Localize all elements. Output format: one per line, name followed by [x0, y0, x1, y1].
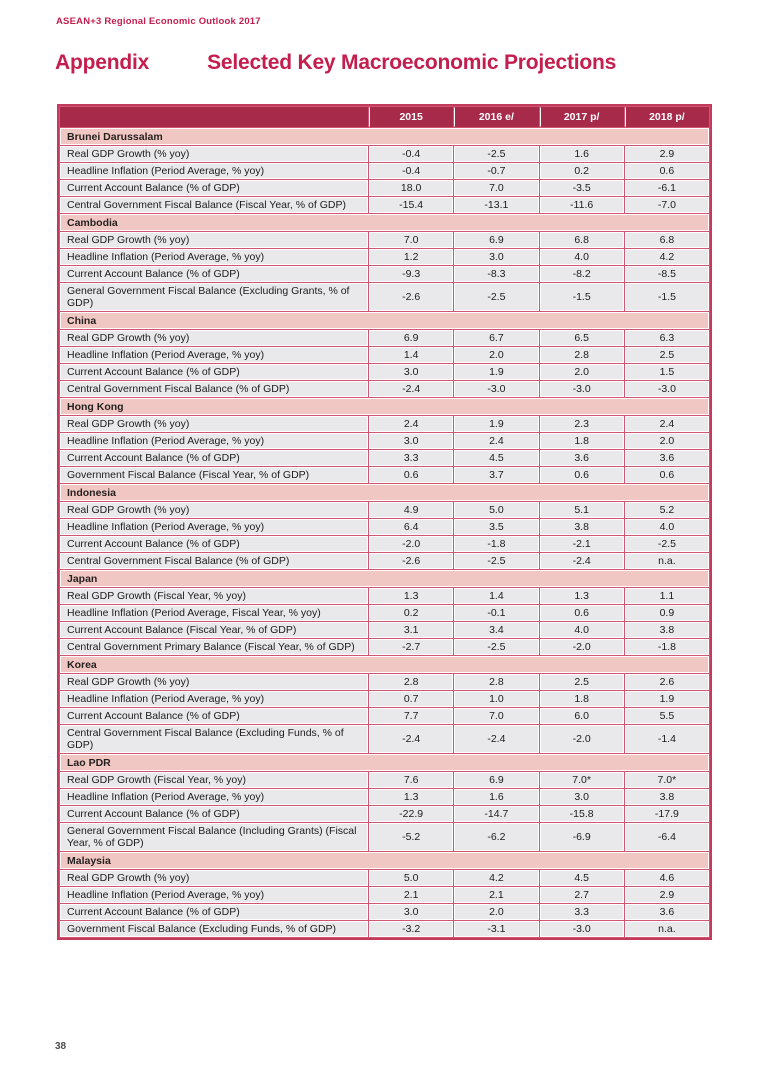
indicator-row	[60, 197, 709, 213]
value-cell: -2.6	[369, 553, 453, 569]
value-cell: 4.5	[454, 450, 538, 466]
indicator-row	[60, 639, 709, 655]
value-cell: 6.9	[454, 232, 538, 248]
indicator-label: Real GDP Growth (Fiscal Year, % yoy)	[60, 588, 368, 604]
indicator-row	[60, 887, 709, 903]
indicator-label: Current Account Balance (% of GDP)	[60, 904, 368, 920]
value-cell: -3.0	[540, 381, 624, 397]
value-cell: 3.6	[540, 450, 624, 466]
indicator-row	[60, 870, 709, 886]
value-cell: 3.0	[369, 364, 453, 380]
indicator-row	[60, 416, 709, 432]
country-row	[60, 398, 709, 415]
value-cell: -1.5	[540, 283, 624, 311]
table-body	[60, 128, 709, 937]
country-name: Hong Kong	[60, 398, 709, 415]
value-cell: 0.2	[540, 163, 624, 179]
value-cell: 1.8	[540, 691, 624, 707]
value-cell: 6.9	[454, 772, 538, 788]
value-cell: 1.2	[369, 249, 453, 265]
value-cell: -2.0	[369, 536, 453, 552]
value-cell: -6.2	[454, 823, 538, 851]
indicator-row	[60, 708, 709, 724]
indicator-row	[60, 674, 709, 690]
value-cell: 2.9	[625, 146, 709, 162]
value-cell: -1.4	[625, 725, 709, 753]
value-cell: 7.0	[454, 708, 538, 724]
indicator-label: Headline Inflation (Period Average, % yoy)	[60, 163, 368, 179]
indicator-row	[60, 347, 709, 363]
value-cell: 0.6	[625, 467, 709, 483]
indicator-label: Current Account Balance (% of GDP)	[60, 806, 368, 822]
indicator-label: Current Account Balance (Fiscal Year, % of GDP)	[60, 622, 368, 638]
indicator-row	[60, 364, 709, 380]
value-cell: 6.8	[625, 232, 709, 248]
indicator-row	[60, 772, 709, 788]
value-cell: 4.0	[540, 622, 624, 638]
value-cell: -2.5	[625, 536, 709, 552]
value-cell: 2.0	[625, 433, 709, 449]
value-cell: -8.2	[540, 266, 624, 282]
value-cell: 1.4	[454, 588, 538, 604]
value-cell: -6.1	[625, 180, 709, 196]
value-cell: -2.4	[369, 381, 453, 397]
value-cell: -3.0	[625, 381, 709, 397]
value-cell: -3.5	[540, 180, 624, 196]
value-cell: -0.4	[369, 146, 453, 162]
value-cell: 2.0	[540, 364, 624, 380]
year-column-header: 2015	[369, 107, 453, 127]
value-cell: 0.9	[625, 605, 709, 621]
value-cell: -22.9	[369, 806, 453, 822]
indicator-label: Central Government Fiscal Balance (Excluding Funds, % of GDP)	[60, 725, 368, 753]
value-cell: 6.8	[540, 232, 624, 248]
value-cell: 2.3	[540, 416, 624, 432]
value-cell: 7.0	[369, 232, 453, 248]
value-cell: 5.0	[454, 502, 538, 518]
value-cell: 4.0	[540, 249, 624, 265]
country-name: Indonesia	[60, 484, 709, 501]
table-header	[60, 107, 709, 127]
value-cell: 5.5	[625, 708, 709, 724]
indicator-row	[60, 921, 709, 937]
value-cell: 2.4	[454, 433, 538, 449]
value-cell: 18.0	[369, 180, 453, 196]
indicator-row	[60, 232, 709, 248]
indicator-label: Central Government Fiscal Balance (% of GDP)	[60, 381, 368, 397]
indicator-label: Headline Inflation (Period Average, % yoy)	[60, 691, 368, 707]
indicator-row	[60, 904, 709, 920]
country-name: Japan	[60, 570, 709, 587]
value-cell: 4.2	[625, 249, 709, 265]
value-cell: 2.8	[454, 674, 538, 690]
value-cell: 6.9	[369, 330, 453, 346]
value-cell: -2.4	[369, 725, 453, 753]
indicator-row	[60, 381, 709, 397]
value-cell: 2.5	[540, 674, 624, 690]
indicator-label: Current Account Balance (% of GDP)	[60, 364, 368, 380]
indicator-row	[60, 283, 709, 311]
value-cell: 2.0	[454, 347, 538, 363]
indicator-row	[60, 691, 709, 707]
value-cell: 2.8	[369, 674, 453, 690]
value-cell: -7.0	[625, 197, 709, 213]
value-cell: 3.3	[369, 450, 453, 466]
value-cell: n.a.	[625, 553, 709, 569]
indicator-label: Current Account Balance (% of GDP)	[60, 708, 368, 724]
value-cell: -2.7	[369, 639, 453, 655]
value-cell: 1.9	[454, 364, 538, 380]
value-cell: 1.1	[625, 588, 709, 604]
value-cell: -3.0	[540, 921, 624, 937]
indicator-label: Real GDP Growth (% yoy)	[60, 416, 368, 432]
year-column-header: 2017 p/	[540, 107, 624, 127]
indicator-row	[60, 180, 709, 196]
indicator-label: Real GDP Growth (% yoy)	[60, 502, 368, 518]
value-cell: 6.4	[369, 519, 453, 535]
year-column-header: 2018 p/	[625, 107, 709, 127]
indicator-label: Current Account Balance (% of GDP)	[60, 180, 368, 196]
value-cell: 2.5	[625, 347, 709, 363]
value-cell: 2.6	[625, 674, 709, 690]
value-cell: 2.1	[369, 887, 453, 903]
value-cell: 3.8	[625, 789, 709, 805]
value-cell: -2.5	[454, 553, 538, 569]
projections-table	[57, 104, 712, 940]
indicator-label: Headline Inflation (Period Average, % yoy)	[60, 347, 368, 363]
value-cell: -8.5	[625, 266, 709, 282]
indicator-label: Headline Inflation (Period Average, Fiscal Year, % yoy)	[60, 605, 368, 621]
value-cell: 1.4	[369, 347, 453, 363]
value-cell: 1.8	[540, 433, 624, 449]
indicator-label: Central Government Fiscal Balance (% of GDP)	[60, 553, 368, 569]
value-cell: 2.1	[454, 887, 538, 903]
value-cell: -0.1	[454, 605, 538, 621]
country-name: Lao PDR	[60, 754, 709, 771]
value-cell: -2.0	[540, 639, 624, 655]
value-cell: 1.3	[369, 789, 453, 805]
value-cell: 7.0	[454, 180, 538, 196]
running-header: ASEAN+3 Regional Economic Outlook 2017	[56, 16, 261, 27]
value-cell: 4.2	[454, 870, 538, 886]
value-cell: -5.2	[369, 823, 453, 851]
value-cell: 6.3	[625, 330, 709, 346]
value-cell: 3.7	[454, 467, 538, 483]
country-row	[60, 214, 709, 231]
country-row	[60, 128, 709, 145]
value-cell: 6.5	[540, 330, 624, 346]
indicator-row	[60, 806, 709, 822]
value-cell: -2.5	[454, 639, 538, 655]
value-cell: 7.0*	[540, 772, 624, 788]
value-cell: -6.4	[625, 823, 709, 851]
country-row	[60, 570, 709, 587]
indicator-row	[60, 605, 709, 621]
value-cell: -2.1	[540, 536, 624, 552]
value-cell: 2.8	[540, 347, 624, 363]
value-cell: 0.7	[369, 691, 453, 707]
value-cell: 1.6	[540, 146, 624, 162]
value-cell: -3.0	[454, 381, 538, 397]
indicator-label: Real GDP Growth (Fiscal Year, % yoy)	[60, 772, 368, 788]
page-title	[55, 51, 616, 75]
indicator-label: Central Government Fiscal Balance (Fiscal Year, % of GDP)	[60, 197, 368, 213]
value-cell: 5.0	[369, 870, 453, 886]
value-cell: 1.9	[454, 416, 538, 432]
page-number: 38	[55, 1041, 67, 1052]
header-label-spacer	[60, 107, 368, 127]
value-cell: -2.0	[540, 725, 624, 753]
value-cell: 2.4	[625, 416, 709, 432]
indicator-row	[60, 622, 709, 638]
value-cell: 3.0	[454, 249, 538, 265]
value-cell: 4.9	[369, 502, 453, 518]
value-cell: -15.8	[540, 806, 624, 822]
value-cell: 6.7	[454, 330, 538, 346]
indicator-label: Current Account Balance (% of GDP)	[60, 536, 368, 552]
country-name: Cambodia	[60, 214, 709, 231]
indicator-label: Current Account Balance (% of GDP)	[60, 266, 368, 282]
indicator-row	[60, 249, 709, 265]
country-row	[60, 852, 709, 869]
indicator-label: Headline Inflation (Period Average, % yoy)	[60, 887, 368, 903]
indicator-row	[60, 433, 709, 449]
indicator-row	[60, 588, 709, 604]
value-cell: 5.1	[540, 502, 624, 518]
country-row	[60, 484, 709, 501]
value-cell: 0.2	[369, 605, 453, 621]
value-cell: 2.9	[625, 887, 709, 903]
value-cell: -0.7	[454, 163, 538, 179]
value-cell: 1.3	[369, 588, 453, 604]
value-cell: n.a.	[625, 921, 709, 937]
country-name: Malaysia	[60, 852, 709, 869]
indicator-label: Real GDP Growth (% yoy)	[60, 146, 368, 162]
indicator-label: Current Account Balance (% of GDP)	[60, 450, 368, 466]
value-cell: 0.6	[540, 467, 624, 483]
value-cell: -0.4	[369, 163, 453, 179]
country-name: Korea	[60, 656, 709, 673]
value-cell: 0.6	[369, 467, 453, 483]
value-cell: 3.6	[625, 450, 709, 466]
value-cell: -2.4	[540, 553, 624, 569]
indicator-label: Headline Inflation (Period Average, % yoy)	[60, 519, 368, 535]
value-cell: 3.8	[540, 519, 624, 535]
indicator-row	[60, 163, 709, 179]
value-cell: 7.7	[369, 708, 453, 724]
value-cell: 1.9	[625, 691, 709, 707]
indicator-row	[60, 146, 709, 162]
value-cell: 0.6	[625, 163, 709, 179]
value-cell: 4.5	[540, 870, 624, 886]
value-cell: -3.1	[454, 921, 538, 937]
value-cell: -9.3	[369, 266, 453, 282]
value-cell: 7.6	[369, 772, 453, 788]
indicator-row	[60, 553, 709, 569]
indicator-row	[60, 330, 709, 346]
value-cell: 3.0	[369, 433, 453, 449]
value-cell: 3.0	[540, 789, 624, 805]
indicator-label: General Government Fiscal Balance (Including Grants) (Fiscal Year, % of GDP)	[60, 823, 368, 851]
value-cell: 3.3	[540, 904, 624, 920]
value-cell: 3.1	[369, 622, 453, 638]
indicator-label: Real GDP Growth (% yoy)	[60, 330, 368, 346]
value-cell: 1.3	[540, 588, 624, 604]
value-cell: 3.6	[625, 904, 709, 920]
country-name: Brunei Darussalam	[60, 128, 709, 145]
value-cell: -2.4	[454, 725, 538, 753]
value-cell: 2.7	[540, 887, 624, 903]
value-cell: 1.6	[454, 789, 538, 805]
indicator-row	[60, 467, 709, 483]
indicator-row	[60, 502, 709, 518]
value-cell: 6.0	[540, 708, 624, 724]
value-cell: 1.5	[625, 364, 709, 380]
indicator-label: Headline Inflation (Period Average, % yoy)	[60, 789, 368, 805]
value-cell: 1.0	[454, 691, 538, 707]
value-cell: -6.9	[540, 823, 624, 851]
value-cell: -14.7	[454, 806, 538, 822]
indicator-label: Government Fiscal Balance (Fiscal Year, % of GDP)	[60, 467, 368, 483]
value-cell: -13.1	[454, 197, 538, 213]
indicator-label: Government Fiscal Balance (Excluding Funds, % of GDP)	[60, 921, 368, 937]
indicator-label: Headline Inflation (Period Average, % yoy)	[60, 249, 368, 265]
indicator-row	[60, 789, 709, 805]
indicator-label: Central Government Primary Balance (Fiscal Year, % of GDP)	[60, 639, 368, 655]
indicator-row	[60, 725, 709, 753]
indicator-row	[60, 519, 709, 535]
indicator-row	[60, 450, 709, 466]
indicator-row	[60, 823, 709, 851]
value-cell: 2.0	[454, 904, 538, 920]
value-cell: 2.4	[369, 416, 453, 432]
value-cell: -3.2	[369, 921, 453, 937]
country-row	[60, 312, 709, 329]
value-cell: -15.4	[369, 197, 453, 213]
value-cell: -2.5	[454, 146, 538, 162]
value-cell: 5.2	[625, 502, 709, 518]
indicator-label: Headline Inflation (Period Average, % yoy)	[60, 433, 368, 449]
indicator-row	[60, 536, 709, 552]
indicator-label: Real GDP Growth (% yoy)	[60, 870, 368, 886]
year-column-header: 2016 e/	[454, 107, 538, 127]
value-cell: -2.5	[454, 283, 538, 311]
value-cell: -1.5	[625, 283, 709, 311]
indicator-label: Real GDP Growth (% yoy)	[60, 232, 368, 248]
value-cell: -2.6	[369, 283, 453, 311]
country-name: China	[60, 312, 709, 329]
value-cell: -11.6	[540, 197, 624, 213]
header-row	[60, 107, 709, 127]
indicator-label: General Government Fiscal Balance (Excluding Grants, % of GDP)	[60, 283, 368, 311]
title-heading: Selected Key Macroeconomic Projections	[207, 51, 617, 74]
value-cell: 4.6	[625, 870, 709, 886]
value-cell: 3.4	[454, 622, 538, 638]
value-cell: 7.0*	[625, 772, 709, 788]
value-cell: -1.8	[625, 639, 709, 655]
value-cell: 3.0	[369, 904, 453, 920]
value-cell: 3.8	[625, 622, 709, 638]
value-cell: 0.6	[540, 605, 624, 621]
value-cell: -8.3	[454, 266, 538, 282]
indicator-row	[60, 266, 709, 282]
value-cell: 4.0	[625, 519, 709, 535]
value-cell: 3.5	[454, 519, 538, 535]
value-cell: -1.8	[454, 536, 538, 552]
indicator-label: Real GDP Growth (% yoy)	[60, 674, 368, 690]
appendix-label: Appendix	[55, 51, 150, 74]
country-row	[60, 656, 709, 673]
value-cell: -17.9	[625, 806, 709, 822]
country-row	[60, 754, 709, 771]
